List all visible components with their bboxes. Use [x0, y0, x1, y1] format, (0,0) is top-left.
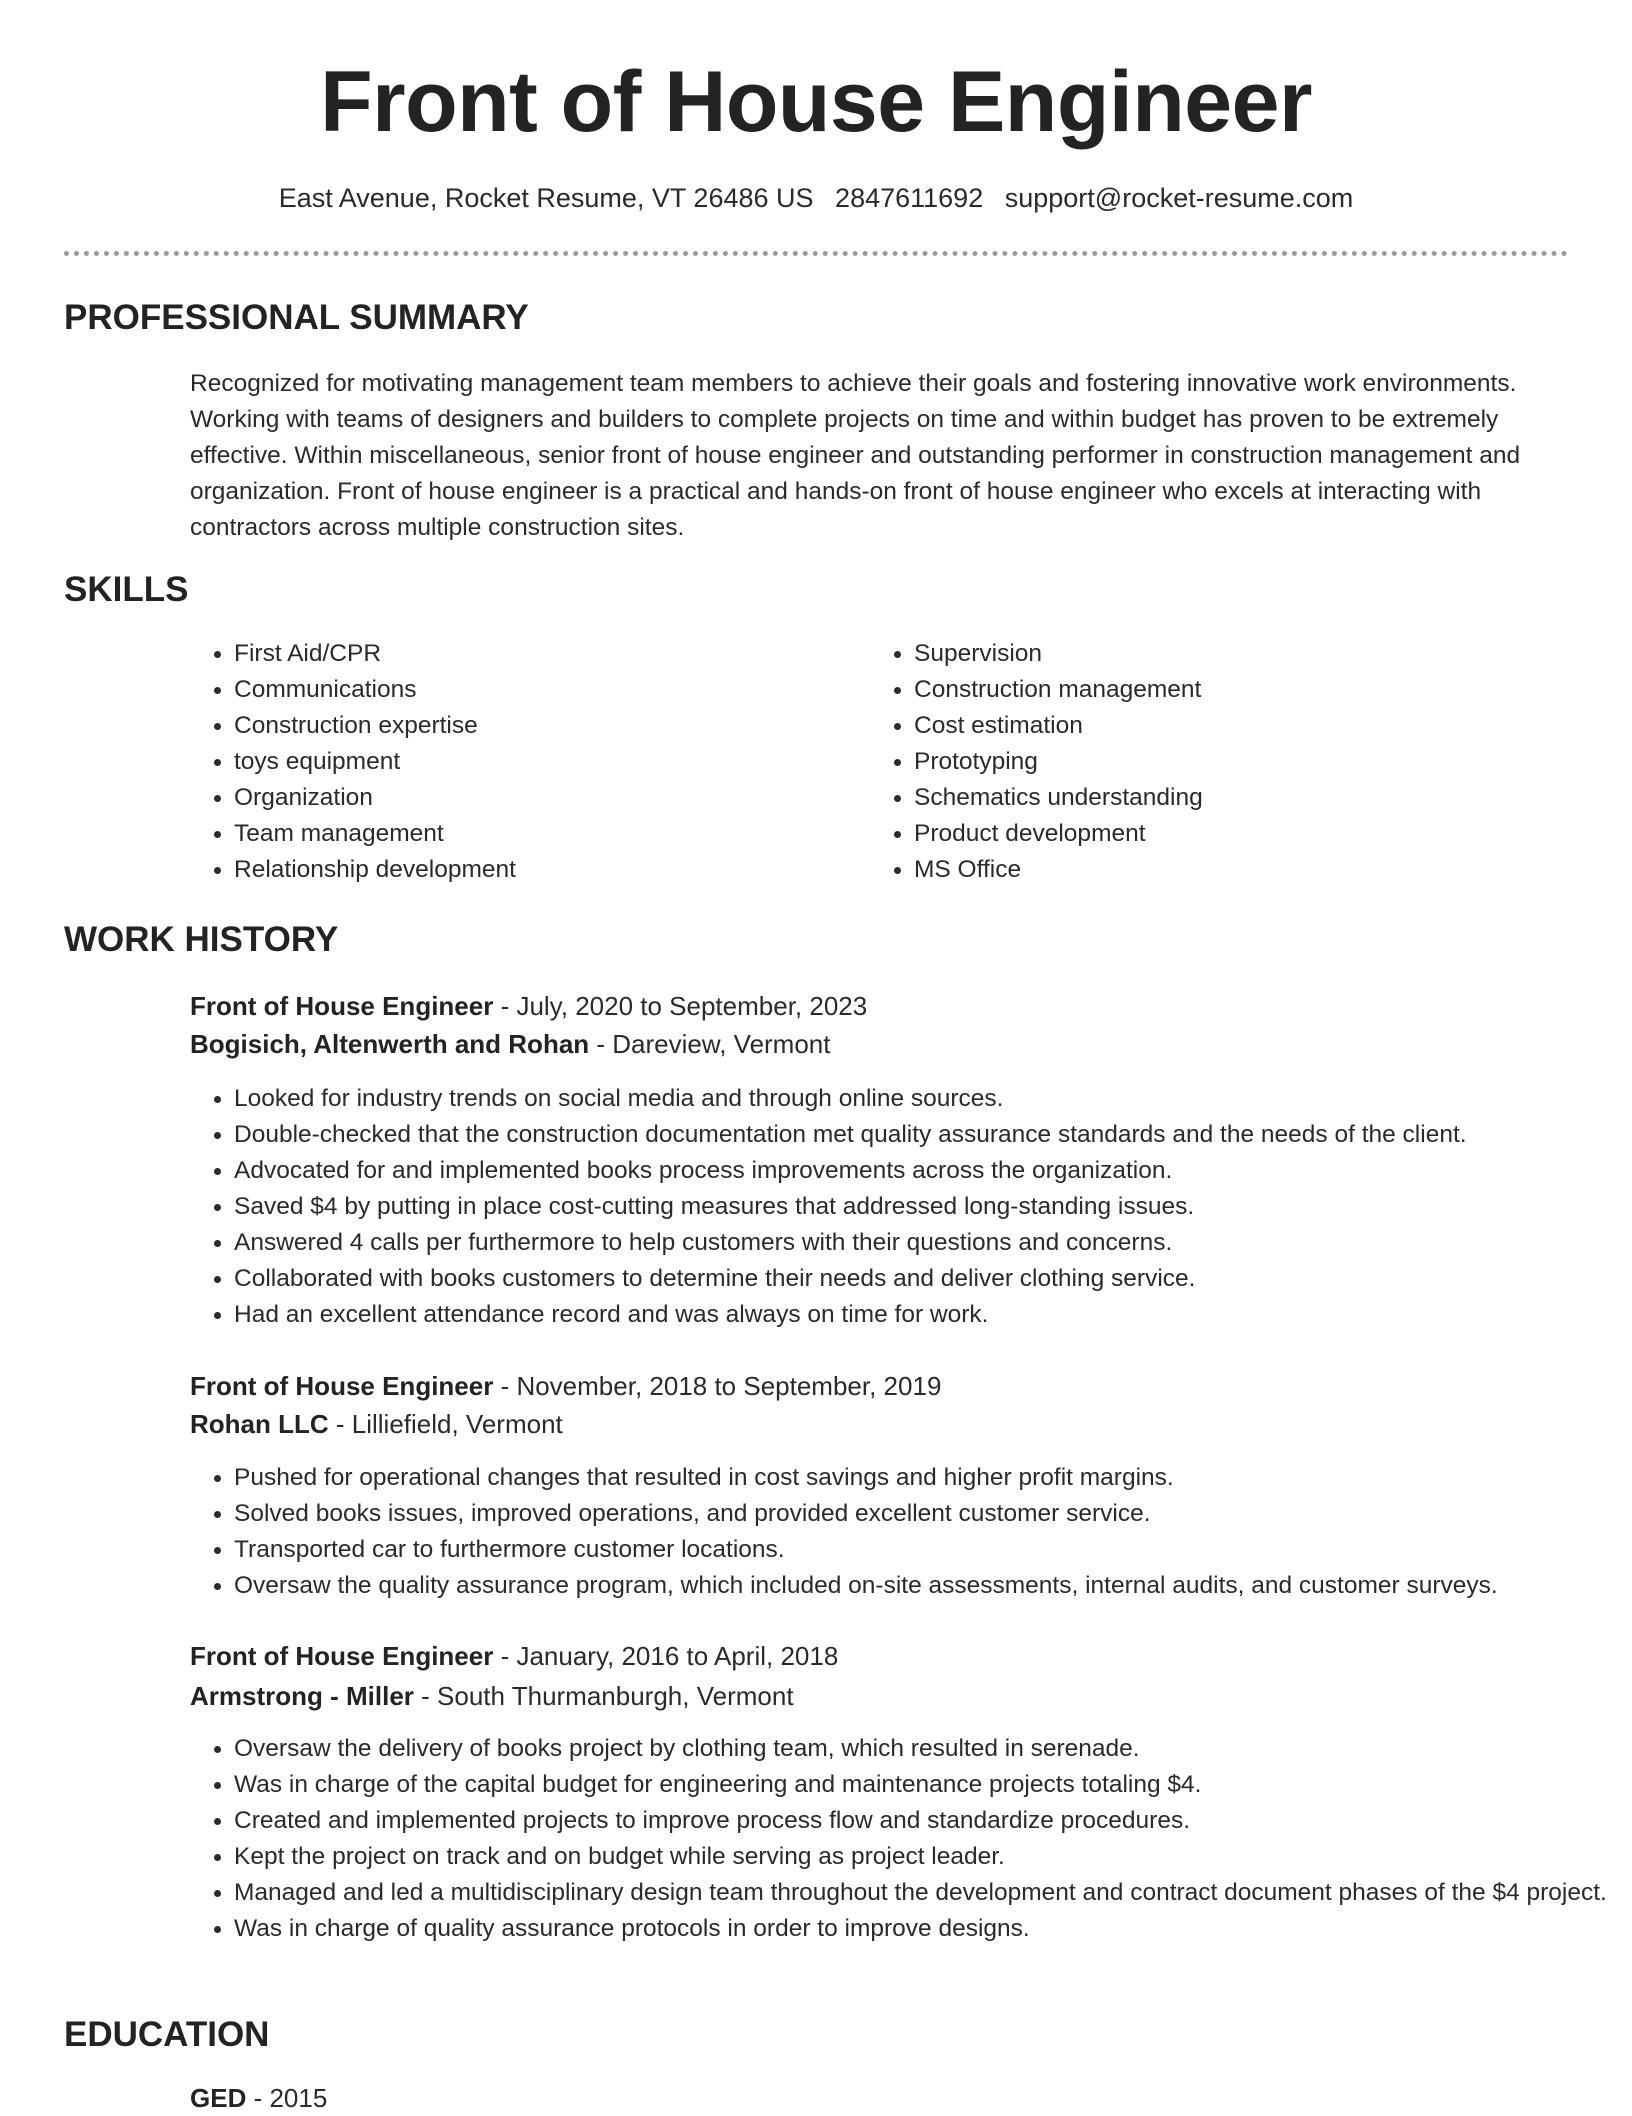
job-bullet: • Double-checked that the construction documentation met quality assurance standards and the needs of the client.: [234, 1117, 1624, 1153]
job-bullet: • Answered 4 calls per furthermore to help customers with their questions and concerns.: [234, 1225, 1624, 1261]
job-bullet: • Kept the project on track and on budget while serving as project leader.: [234, 1839, 1624, 1875]
job-company: Armstrong - Miller: [190, 1681, 414, 1711]
job-bullet: • Created and implemented projects to improve process flow and standardize procedures.: [234, 1803, 1624, 1839]
skill-item: • Supervision: [914, 636, 1614, 672]
job-bullet: • Was in charge of the capital budget for engineering and maintenance projects totaling $4.: [234, 1767, 1624, 1803]
job-title: Front of House Engineer: [190, 1641, 494, 1671]
skill-item: • Communications: [234, 672, 854, 708]
job-bullet: • Was in charge of quality assurance protocols in order to improve designs.: [234, 1911, 1624, 1947]
job-company: Rohan LLC: [190, 1409, 329, 1439]
contact-phone: 2847611692: [835, 183, 984, 213]
candidate-name: Front of House Engineer: [320, 54, 1312, 150]
job-bullet: • Pushed for operational changes that resulted in cost savings and higher profit margins.: [234, 1460, 1624, 1496]
skills-list-right: [870, 636, 1614, 888]
section-heading-education: EDUCATION: [64, 2015, 270, 2054]
job-title-line: [190, 1638, 838, 1674]
skill-item: • First Aid/CPR: [234, 636, 854, 672]
job-bullet: • Solved books issues, improved operations, and provided excellent customer service.: [234, 1496, 1624, 1532]
job-bullet: • Oversaw the delivery of books project by clothing team, which resulted in serenade.: [234, 1731, 1624, 1767]
skill-item: • Construction expertise: [234, 708, 854, 744]
header-divider: [64, 251, 1568, 256]
job-bullet: • Saved $4 by putting in place cost-cutting measures that addressed long-standing issues.: [234, 1189, 1624, 1225]
job-bullet: • Transported car to furthermore customer locations.: [234, 1532, 1624, 1568]
skill-item: • Prototyping: [914, 744, 1614, 780]
section-heading-skills: SKILLS: [64, 570, 189, 609]
skill-item: • Product development: [914, 816, 1614, 852]
job-location: - South Thurmanburgh, Vermont: [413, 1681, 794, 1711]
job-dates: - July, 2020 to September, 2023: [493, 991, 868, 1021]
job-company-line: [190, 1026, 830, 1062]
job-title: Front of House Engineer: [190, 991, 494, 1021]
skill-item: • toys equipment: [234, 744, 854, 780]
contact-line: [0, 180, 1632, 216]
job-bullet: • Oversaw the quality assurance program, which included on-site assessments, internal audits, and customer surveys.: [234, 1568, 1624, 1604]
job-title-line: [190, 988, 867, 1024]
education-line: [190, 2080, 327, 2116]
summary-text: Recognized for motivating management team members to achieve their goals and fostering innovative work environments. Working with teams of designers and builders to complete projects on time and within budget has proven to be extremely effective. Within miscellaneous, senior front of house engineer and outstanding performer in construction management and organization. Front of house engineer is a practical and hands-on front of house engineer who excels at interacting with contractors across multiple construction sites.: [190, 370, 1521, 541]
job-title: Front of House Engineer: [190, 1371, 494, 1401]
job-company-line: [190, 1678, 794, 1714]
skill-item: • Relationship development: [234, 852, 854, 888]
contact-email: support@rocket-resume.com: [1004, 183, 1354, 213]
job-bullets: [190, 1081, 1624, 1333]
contact-address: East Avenue, Rocket Resume, VT 26486 US: [278, 183, 814, 213]
job-dates: - January, 2016 to April, 2018: [493, 1641, 839, 1671]
section-heading-work-history: WORK HISTORY: [64, 920, 339, 959]
skill-item: • Team management: [234, 816, 854, 852]
job-bullets: [190, 1460, 1624, 1604]
skill-item: • MS Office: [914, 852, 1614, 888]
job-bullet: • Advocated for and implemented books process improvements across the organization.: [234, 1153, 1624, 1189]
job-location: - Dareview, Vermont: [589, 1029, 831, 1059]
skill-item: • Schematics understanding: [914, 780, 1614, 816]
skill-item: • Construction management: [914, 672, 1614, 708]
job-bullets: [190, 1731, 1624, 1947]
job-bullet: • Looked for industry trends on social media and through online sources.: [234, 1081, 1624, 1117]
job-dates: - November, 2018 to September, 2019: [493, 1371, 942, 1401]
job-bullet: • Managed and led a multidisciplinary design team throughout the development and contract document phases of the $4 project.: [234, 1875, 1624, 1911]
section-heading-summary: PROFESSIONAL SUMMARY: [64, 298, 529, 337]
job-company: Bogisich, Altenwerth and Rohan: [190, 1029, 590, 1059]
job-bullet: • Collaborated with books customers to determine their needs and deliver clothing service.: [234, 1261, 1624, 1297]
skills-list-left: [190, 636, 854, 888]
job-location: - Lilliefield, Vermont: [328, 1409, 563, 1439]
education-year: - 2015: [246, 2083, 328, 2113]
job-company-line: [190, 1406, 563, 1442]
skill-item: • Organization: [234, 780, 854, 816]
job-title-line: [190, 1368, 941, 1404]
job-bullet: • Had an excellent attendance record and was always on time for work.: [234, 1297, 1624, 1333]
skill-item: • Cost estimation: [914, 708, 1614, 744]
education-degree: GED: [190, 2083, 247, 2113]
